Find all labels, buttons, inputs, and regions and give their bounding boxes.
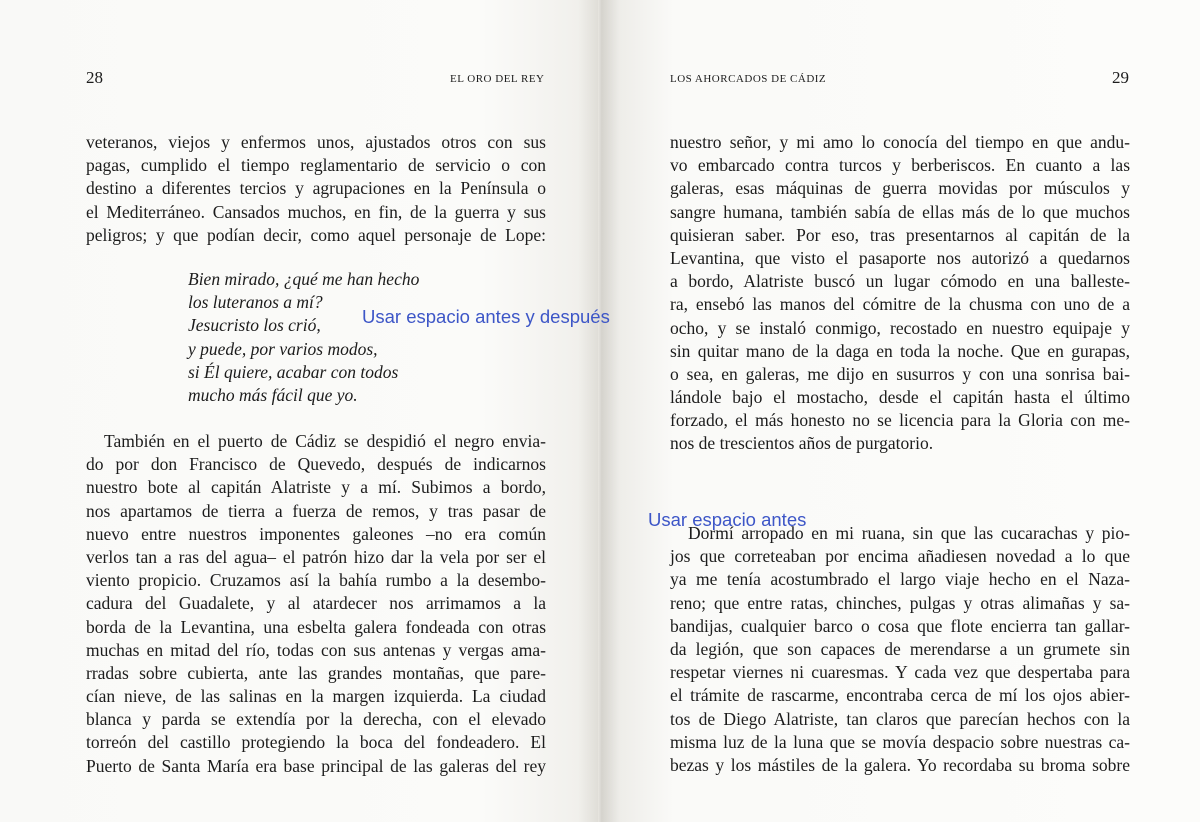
left-paragraph-1 [86, 131, 546, 247]
text-line: nuevo entre nuestros imponentes galeones –no era común [86, 523, 546, 544]
right-running-head: LOS AHORCADOS DE CÁDIZ [670, 73, 827, 85]
text-line: respetar viernes ni cuaresmas. Y cada vez que despertaba para [670, 662, 1130, 683]
verse-line: si Él quiere, acabar con todos [188, 361, 399, 382]
text-line: blanca y parda se extendía por la derecha, con el elevado [86, 709, 546, 730]
text-line: el trámite de rascarme, encontraba cerca de mí los ojos abier- [670, 685, 1130, 706]
text-line: lándole bajo el mostacho, desde el capitán hasta el último [670, 387, 1130, 408]
left-running-head: EL ORO DEL REY [450, 73, 545, 85]
text-line: peligros; y que podían decir, como aquel personaje de Lope: [86, 224, 546, 245]
text-line: cadura del Guadalete, y al atardecer nos arrimamos a la [86, 593, 546, 614]
right-page-number: 29 [1112, 68, 1129, 87]
text-line: nuestro señor, y mi amo lo conocía del tiempo en que andu- [670, 132, 1130, 152]
text-line: torreón del castillo protegiendo la boca del fondeadero. El [86, 732, 546, 753]
text-line: da legión, que son capaces de merendarse a un grumete sin [670, 638, 1130, 659]
verse-line: mucho más fácil que yo. [188, 384, 358, 405]
right-paragraph-1 [670, 131, 1130, 456]
text-line: destino a diferentes tercios y agrupaciones en la Península o [86, 178, 546, 199]
verse-line: Jesucristo los crió, [188, 315, 321, 336]
text-line: reno; que entre ratas, chinches, pulgas y otras alimañas y sa- [670, 592, 1130, 613]
text-line: a bordo, Alatriste buscó un lugar cómodo en una balleste- [670, 271, 1130, 292]
text-line: Puerto de Santa María era base principal de las galeras del rey [86, 755, 546, 776]
verse-line: y puede, por varios modos, [188, 338, 378, 359]
right-paragraph-2 [670, 522, 1130, 777]
text-line: También en el puerto de Cádiz se despidió el negro envia- [104, 431, 546, 451]
left-page-number: 28 [86, 68, 103, 87]
text-line: pagas, cumplido el tiempo reglamentario de servicio o con [86, 155, 546, 176]
text-line: Levantina, que visto el pasaporte nos autorizó a quedarnos [670, 247, 1130, 268]
text-line: verlos tan a ras del agua– el patrón hizo dar la vela por ser el [86, 546, 546, 567]
text-line: ra, ensebó las manos del cómitre de la chusma con uno de a [670, 294, 1130, 315]
text-line: nos apartamos de tierra a fuerza de remos, y tras pasar de [86, 500, 546, 521]
left-paragraph-2 [86, 430, 546, 778]
text-line: viento propicio. Cruzamos así la bahía rumbo a la desembo- [86, 570, 546, 591]
text-line: muchas en mitad del río, todas con sus antenas y vergas ama- [86, 639, 546, 660]
text-line: sangre humana, también sabía de ellas más de lo que muchos [670, 201, 1130, 222]
text-line: vo embarcado contra turcos y berberiscos. En cuanto a las [670, 155, 1130, 176]
text-line: bezas y los mástiles de la galera. Yo recordaba su broma sobre [670, 754, 1130, 775]
text-line: sin quitar mano de la daga en toda la noche. Que en gurapas, [670, 340, 1130, 361]
text-line: el Mediterráneo. Cansados muchos, en fin, de la guerra y sus [86, 201, 546, 222]
verse-quote [188, 268, 508, 407]
text-line: forzado, el más honesto no se licencia para la Gloria con me- [670, 410, 1130, 431]
annotation-verse-spacing: Usar espacio antes y después [362, 306, 610, 327]
annotation-section-spacing: Usar espacio antes [648, 509, 807, 530]
text-line: o sea, en galeras, me dijo en susurros y con una sonrisa bai- [670, 363, 1130, 384]
text-line: veteranos, viejos y enfermos unos, ajustados otros con sus [86, 132, 546, 152]
text-line: bandijas, cualquier barco o cosa que flote encierra tan gallar- [670, 615, 1130, 636]
text-line: misma luz de la luna que se movía despacio sobre nuestras ca- [670, 731, 1130, 752]
text-line: do por don Francisco de Quevedo, después de indicarnos [86, 454, 546, 475]
text-line: nos de trescientos años de purgatorio. [670, 433, 934, 454]
right-page [602, 0, 1200, 822]
text-line: ya me tenía acostumbrado el largo viaje hecho en el Naza- [670, 569, 1130, 590]
text-line: cían nieve, de las salinas en la margen izquierda. La ciudad [86, 686, 546, 707]
text-line: borda de la Levantina, una esbelta galera fondeada con otras [86, 616, 546, 637]
text-line: Dormí arropado en mi ruana, sin que las cucarachas y pio- [688, 523, 1130, 543]
text-line: ocho, y se instaló conmigo, recostado en nuestro equipaje y [670, 317, 1130, 338]
text-line: rradas sobre cubierta, ante las grandes montañas, que pare- [86, 662, 546, 683]
verse-line: los luteranos a mí? [188, 292, 323, 313]
text-line: tos de Diego Alatriste, tan claros que parecían hechos con la [670, 708, 1130, 729]
text-line: nuestro bote al capitán Alatriste y a mí. Subimos a bordo, [86, 477, 546, 498]
verse-line: Bien mirado, ¿qué me han hecho [188, 269, 420, 289]
text-line: jos que correteaban por encima añadiesen novedad a lo que [670, 546, 1130, 567]
text-line: quisieran saber. Por eso, tras presentarnos al capitán de la [670, 224, 1130, 245]
text-line: galeras, esas máquinas de guerra movidas por músculos y [670, 178, 1130, 199]
